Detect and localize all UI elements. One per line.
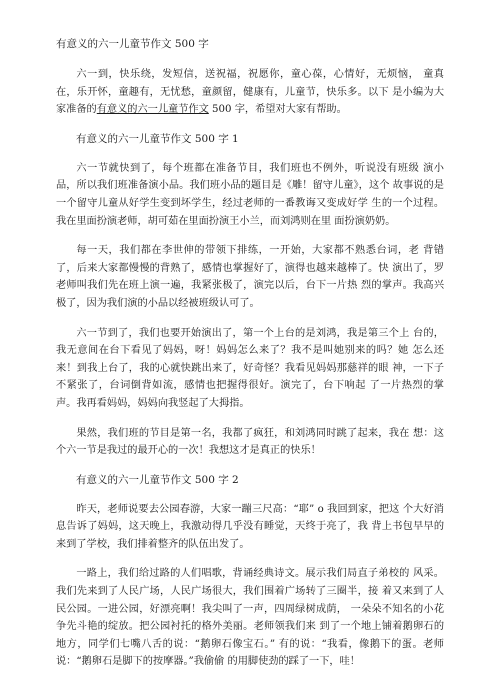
section-1-paragraph-2: 每一天，我们都在李世伸的带领下排练，一开始，大家都不熟悉台词，老 背错了，后来大家都慢慢的背熟了，感情也掌握好了，演得也越来越棒了。快 演出了，罗老师叫我们先在班上演一遍，我紧张极了，演完以后，台下一片热 烈的掌声。我高兴极了，因为我们演的小品以经被班级认可了。 <box>56 245 444 309</box>
intro-text-end: 500 字，希望对大家有帮助。 <box>208 104 347 116</box>
section-title-2: 有意义的六一儿童节作文 500 字 2 <box>76 473 239 486</box>
section-2-paragraph-2: 一路上，我们给过路的人们唱歌，背诵经典诗文。展示我们局直子弟校的 风采。我们先来到了人民广场，人民广场很大，我们围着广场转了三圈半，接 着又来到了人民公园。一进公园，好漂亮啊！我尖叫了一声，四周绿树成荫， 一朵朵不知名的小花争先斗艳的绽放。把公园衬托的格外美丽。老师领我们来 到了一个地上铺着鹅卵石的地方，同学们七嘴八舌的说：“鹅卵石像宝石。” 有的说：“我看，像鹅下的蛋。老师说：“鹅卵石是脚下的按摩器。”我偷偷 的用脚使劲的踩了一下，哇！ <box>56 568 444 668</box>
section-1-paragraph-4: 果然，我们班的节目是第一名，我都了疯狂，和刘鸿同时跳了起来，我在 想：这个六一节是我过的最开心的一次！我想这才是真正的快乐！ <box>56 427 444 457</box>
document-page <box>56 36 444 683</box>
intro-link[interactable]: 有意义的六一儿童节作文 <box>96 104 209 116</box>
intro-text: 六一到，快乐绕，发短信，送祝福，祝愿你，童心葆，心情好，无烦恼， 童真在，乐开怀，童趣有，无忧愁，童颜留，健康有，儿童节，快乐多。以下 是小编为大家准备的 <box>56 69 444 116</box>
section-1-paragraph-1: 六一节就快到了，每个班都在准备节目，我们班也不例外，听说没有班级 演小品，所以我们班准备演小品。我们班小品的题目是《雕！留守儿童》，这个 故事说的是一个留守儿童从好学生变到坏学生，经过老师的一番教诲又变成好学 生的一个过程。我在里面扮演老师，胡可茹在里面扮演王小兰，而刘鸿则在里 面扮演奶奶。 <box>56 162 444 227</box>
section-1-paragraph-3: 六一节到了，我们也要开始演出了，第一个上台的是刘鸿，我是第三个上 台的，我无意间在台下看见了妈妈，呀！妈妈怎么来了？我不是叫她别来的吗？她 怎么还来！到我上台了，我的心就快跳出来了，好奇怪？我看见妈妈那慈祥的眼 神，一下子不紧张了，台词倒背如流，感情也把握得很好。演完了，台下响起 了一片热烈的掌声。我再看妈妈，妈妈向我竖起了大拇指。 <box>56 327 444 409</box>
section-2-paragraph-1: 昨天，老师说要去公园春游，大家一蹦三尺高：“耶” o 我回到家，把这 个大好消息告诉了妈妈，这天晚上，我激动得几乎没有睡觉，天终于亮了，我 背上书包早早的来到了学校，我们排着整齐的队伍出发了。 <box>56 503 444 550</box>
document-title: 有意义的六一儿童节作文 500 字 <box>56 38 209 50</box>
intro-paragraph <box>56 66 444 119</box>
section-title-1: 有意义的六一儿童节作文 500 字 1 <box>76 132 239 145</box>
